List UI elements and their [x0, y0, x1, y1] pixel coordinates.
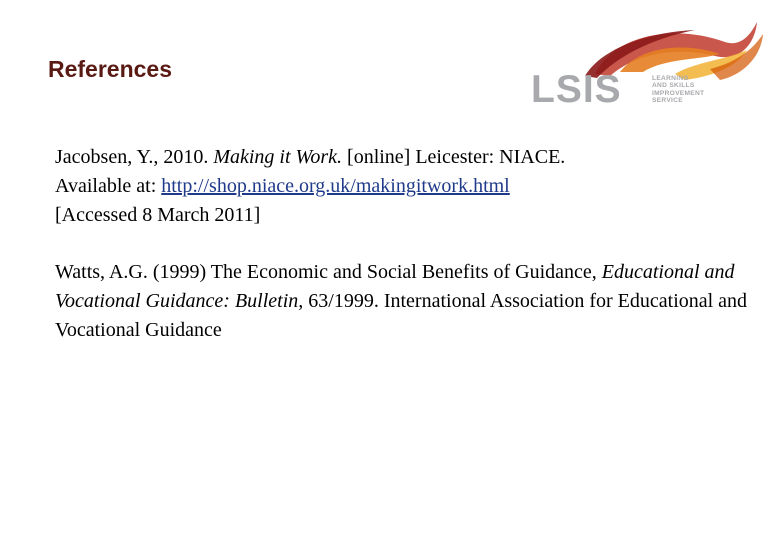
reference-item: [55, 258, 755, 345]
page-title: References: [48, 56, 173, 82]
lsis-logo: [525, 14, 770, 114]
ref-author-date: Jacobsen, Y., 2010.: [55, 146, 209, 168]
ref-available-label: Available at:: [55, 175, 157, 197]
ref-text-start: Watts, A.G. (1999) The Economic and Social Benefits of Guidance,: [55, 261, 597, 283]
logo-tagline-line: SERVICE: [652, 97, 683, 105]
ref-accessed-bracket: [: [55, 204, 62, 226]
ref-accessed: Accessed 8 March 2011]: [61, 204, 261, 226]
logo-wordmark: LSIS: [531, 68, 622, 111]
reference-item: [55, 143, 755, 230]
logo-tagline-line: IMPROVEMENT: [652, 89, 705, 97]
ref-text-end: 63/1999. International Association for Educational and Vocational Guidance: [55, 290, 748, 341]
logo-tagline-line: AND SKILLS: [652, 82, 695, 90]
logo-tagline: [652, 75, 704, 105]
reference-list: [55, 143, 755, 373]
ref-publisher: [online] Leicester: NIACE.: [347, 146, 566, 168]
logo-tagline-line: LEARNING: [652, 75, 689, 82]
ref-url-link[interactable]: http://shop.niace.org.uk/makingitwork.html: [161, 175, 510, 197]
ref-journal: Educational and Vocational Guidance: Bulletin,: [55, 261, 735, 312]
ref-title: Making it Work.: [213, 146, 343, 168]
